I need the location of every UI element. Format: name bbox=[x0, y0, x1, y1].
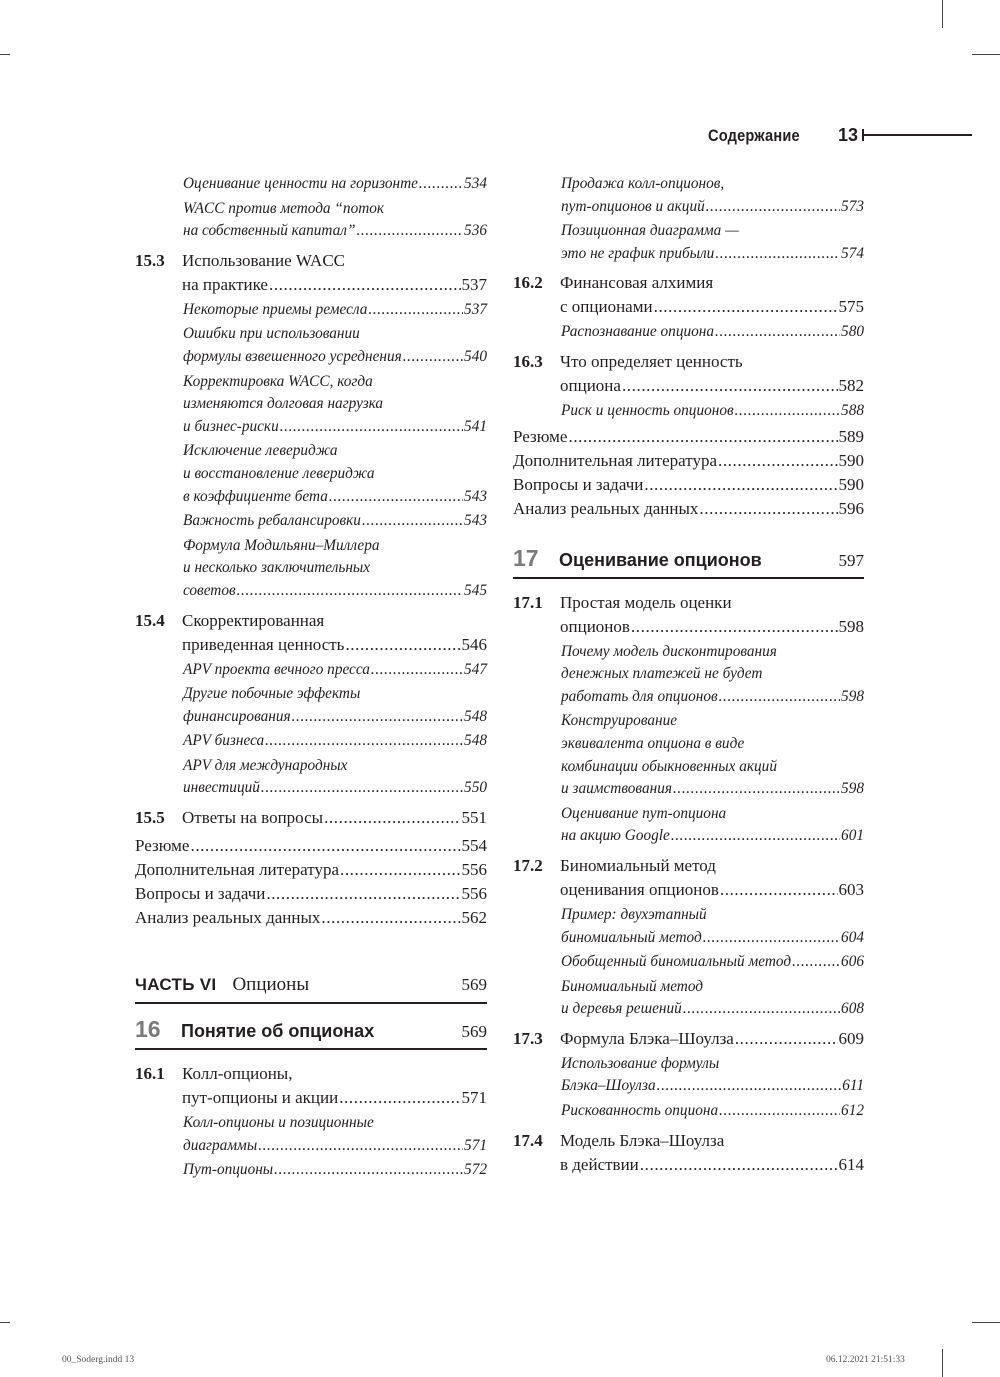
toc-entry[interactable] bbox=[183, 1159, 487, 1182]
toc-entry-text: Блэка–Шоулза bbox=[561, 1077, 656, 1095]
toc-page-number: 546 bbox=[461, 634, 487, 654]
toc-entry[interactable] bbox=[183, 323, 487, 368]
toc-entry-text: на акцию Google bbox=[561, 827, 670, 845]
header-rule bbox=[862, 134, 972, 136]
toc-entry-text: Распознавание опциона bbox=[561, 323, 715, 341]
toc-entry-text: Вопросы и задачи bbox=[513, 474, 644, 494]
toc-entry-text: Почему модель дисконтирования bbox=[561, 642, 777, 660]
toc-section[interactable] bbox=[513, 1027, 864, 1051]
toc-page-number: 608 bbox=[841, 1000, 864, 1018]
toc-entry-text: APV проекта вечного пресса bbox=[183, 660, 370, 678]
dot-leader bbox=[719, 686, 840, 709]
toc-entry-text: Что определяет ценность bbox=[560, 351, 743, 371]
toc-entry-text bbox=[183, 173, 487, 196]
toc-entry-text: Формула Модильяни–Миллера bbox=[183, 536, 380, 554]
toc-page-number: 590 bbox=[838, 450, 864, 470]
dot-leader bbox=[715, 243, 840, 266]
dot-leader bbox=[280, 416, 463, 439]
toc-entry-text: пут-опционы и акции bbox=[182, 1088, 339, 1108]
toc-entry-text bbox=[561, 243, 864, 266]
toc-entry-text: эквивалента опциона в виде bbox=[561, 734, 745, 752]
toc-page-number: 556 bbox=[461, 860, 487, 880]
toc-part-heading[interactable]: ЧАСТЬ VI Опционы 569 bbox=[135, 974, 487, 1004]
toc-entry-text: Биномиальный метод bbox=[561, 977, 704, 995]
toc-entry-text: Дополнительная литература bbox=[513, 450, 717, 470]
toc-section-number: 17.2 bbox=[513, 855, 543, 875]
toc-entry-text: инвестиций bbox=[183, 779, 260, 797]
toc-entry-text: Анализ реальных данных bbox=[513, 498, 699, 518]
toc-entry-text: с опционами bbox=[560, 297, 653, 317]
toc-section-number: 17.1 bbox=[513, 592, 543, 612]
dot-leader bbox=[274, 1159, 463, 1182]
toc-page-number: 598 bbox=[841, 780, 864, 798]
dot-leader bbox=[706, 196, 840, 219]
dot-leader bbox=[321, 906, 460, 930]
toc-entry-text bbox=[561, 1075, 864, 1098]
dot-leader bbox=[735, 400, 840, 423]
toc-page-number: 580 bbox=[841, 323, 864, 341]
toc-entry-text: опционов bbox=[560, 616, 630, 636]
toc-entry[interactable] bbox=[135, 906, 487, 930]
toc-entry-text: Оценивание ценности на горизонте bbox=[183, 175, 418, 192]
toc-entry-text bbox=[561, 927, 864, 950]
toc-page-number: 590 bbox=[838, 474, 864, 494]
toc-entry-text: Резюме bbox=[135, 836, 190, 856]
toc-page-number: 534 bbox=[464, 175, 487, 192]
dot-leader bbox=[622, 374, 838, 398]
toc-entry[interactable] bbox=[183, 683, 487, 728]
toc-entry[interactable] bbox=[183, 1112, 487, 1157]
toc-entry[interactable] bbox=[561, 951, 864, 974]
toc-page-number: 572 bbox=[464, 1161, 487, 1179]
toc-entry[interactable] bbox=[183, 755, 487, 800]
toc-entry-text: Важность ребалансировки bbox=[183, 512, 361, 530]
toc-column-right bbox=[513, 171, 864, 1177]
crop-mark bbox=[972, 1322, 1000, 1323]
toc-entry-text bbox=[183, 730, 487, 753]
dot-leader bbox=[683, 998, 840, 1021]
dot-leader bbox=[735, 1027, 838, 1051]
toc-page-number: 562 bbox=[461, 908, 487, 928]
toc-entry-text: и заимствования bbox=[561, 780, 672, 798]
toc-page-number: 598 bbox=[841, 687, 864, 705]
toc-section[interactable] bbox=[135, 609, 487, 657]
toc-entry-text: советов bbox=[183, 581, 236, 599]
dot-leader bbox=[265, 730, 463, 753]
toc-entry-text: Конструирование bbox=[561, 712, 678, 730]
toc-entry-text: финансирования bbox=[183, 707, 291, 725]
toc-page-number: 574 bbox=[841, 244, 864, 262]
toc-page-number: 609 bbox=[838, 1028, 864, 1048]
toc-entry[interactable] bbox=[183, 299, 487, 322]
toc-entry-text bbox=[183, 706, 487, 729]
toc-page-number: 554 bbox=[461, 836, 487, 856]
toc-page-number: 556 bbox=[461, 884, 487, 904]
toc-entry-text bbox=[561, 321, 864, 344]
toc-page-number: 612 bbox=[841, 1102, 864, 1120]
toc-entry-text: оценивания опционов bbox=[560, 879, 719, 899]
dot-leader bbox=[720, 878, 838, 902]
toc-section-number: 15.4 bbox=[135, 610, 165, 630]
toc-page-number: 543 bbox=[464, 487, 487, 505]
toc-entry-text: Ошибки при использовании bbox=[183, 325, 360, 343]
toc-entry-text: Продажа колл-опционов, bbox=[561, 175, 725, 192]
toc-page-number: 550 bbox=[464, 779, 487, 797]
toc-entry-text: Рискованность опциона bbox=[561, 1102, 719, 1120]
dot-leader bbox=[703, 927, 840, 950]
dot-leader bbox=[190, 834, 460, 858]
toc-chapter-heading[interactable]: 17 Оценивание опционов 597 bbox=[513, 545, 864, 579]
toc-entry-text: Ответы на вопросы bbox=[182, 808, 324, 828]
toc-entry-text: и бизнес-риски bbox=[183, 417, 279, 435]
toc-page-number: 541 bbox=[464, 417, 487, 435]
toc-entry-text bbox=[561, 1100, 864, 1123]
toc-entry-text: Вопросы и задачи bbox=[135, 884, 266, 904]
toc-entry-text: Исключение левериджа bbox=[183, 442, 338, 460]
toc-entry-text: Финансовая алхимия bbox=[560, 273, 714, 293]
toc-section-number: 15.3 bbox=[135, 250, 165, 270]
toc-page-number: 598 bbox=[838, 616, 864, 636]
toc-page-number: 604 bbox=[841, 928, 864, 946]
toc-entry[interactable] bbox=[183, 198, 487, 243]
toc-column-left bbox=[135, 171, 487, 1184]
toc-entry-text: Формула Блэка–Шоулза bbox=[560, 1028, 734, 1048]
toc-entry-text: Риск и ценность опционов bbox=[561, 401, 734, 419]
toc-entry[interactable] bbox=[513, 425, 864, 449]
dot-leader bbox=[362, 510, 463, 533]
dot-leader bbox=[715, 321, 840, 344]
dot-leader bbox=[699, 497, 837, 521]
toc-entry[interactable] bbox=[561, 220, 864, 265]
toc-entry-text bbox=[561, 998, 864, 1021]
toc-entry-text bbox=[561, 951, 864, 974]
dot-leader bbox=[568, 425, 837, 449]
dot-leader bbox=[419, 173, 463, 196]
crop-mark bbox=[942, 1349, 943, 1377]
toc-section-number: 15.5 bbox=[135, 808, 165, 828]
toc-section[interactable] bbox=[513, 350, 864, 398]
slug-timestamp: 06.12.2021 21:51:33 bbox=[826, 1355, 905, 1365]
toc-entry-text: Позиционная диаграмма — bbox=[561, 222, 739, 240]
toc-entry-text: Использование WACC bbox=[182, 250, 346, 270]
toc-entry-text: WACC против метода “поток bbox=[183, 199, 385, 217]
toc-entry[interactable] bbox=[183, 173, 487, 196]
dot-leader bbox=[671, 825, 840, 848]
toc-entry-text: денежных платежей не будет bbox=[561, 665, 763, 683]
toc-entry[interactable] bbox=[183, 535, 487, 603]
toc-page-number: 606 bbox=[841, 953, 864, 971]
toc-entry-text: опциона bbox=[560, 375, 621, 395]
toc-entry-text bbox=[183, 510, 487, 533]
toc-page-number: 575 bbox=[838, 297, 864, 317]
toc-entry[interactable] bbox=[135, 858, 487, 882]
toc-section-number: 16.2 bbox=[513, 273, 543, 293]
toc-page-number: 537 bbox=[461, 274, 487, 294]
toc-section-number: 17.3 bbox=[513, 1028, 543, 1048]
toc-page-number: 582 bbox=[838, 375, 864, 395]
toc-page-number: 588 bbox=[841, 401, 864, 419]
toc-entry-text: Дополнительная литература bbox=[135, 860, 339, 880]
toc-entry[interactable] bbox=[561, 803, 864, 848]
toc-entry-text: Некоторые приемы ремесла bbox=[183, 300, 368, 318]
toc-entry-text: биномиальный метод bbox=[561, 928, 702, 946]
toc-page-number: 571 bbox=[464, 1136, 487, 1154]
dot-leader bbox=[371, 659, 463, 682]
toc-entry[interactable] bbox=[561, 173, 864, 218]
dot-leader bbox=[269, 273, 461, 297]
toc-section[interactable] bbox=[513, 271, 864, 319]
toc-entry[interactable] bbox=[561, 904, 864, 949]
toc-entry-text: Скорректированная bbox=[182, 610, 325, 630]
toc-page-number: 589 bbox=[838, 426, 864, 446]
toc-entry[interactable] bbox=[561, 1100, 864, 1123]
toc-entry[interactable] bbox=[183, 371, 487, 439]
toc-entry-text: Простая модель оценки bbox=[560, 592, 732, 612]
toc-entry[interactable] bbox=[183, 440, 487, 508]
toc-entry[interactable] bbox=[513, 473, 864, 497]
toc-entry-text: в действии bbox=[560, 1154, 639, 1174]
toc-entry-text: в коэффициенте бета bbox=[183, 487, 328, 505]
toc-entry[interactable] bbox=[561, 641, 864, 709]
toc-entry-text bbox=[183, 1159, 487, 1182]
crop-mark bbox=[972, 54, 1000, 55]
toc-entry[interactable] bbox=[561, 976, 864, 1021]
toc-entry-text bbox=[561, 686, 864, 709]
toc-entry[interactable] bbox=[561, 400, 864, 423]
toc-entry-text: формулы взвешенного усреднения bbox=[183, 347, 402, 365]
dot-leader bbox=[356, 220, 463, 243]
toc-section[interactable] bbox=[135, 1062, 487, 1110]
toc-entry-text: APV для международных bbox=[183, 756, 348, 774]
toc-page-number: 611 bbox=[842, 1077, 864, 1095]
toc-entry-text: на собственный капитал” bbox=[183, 222, 356, 240]
dot-leader bbox=[340, 858, 461, 882]
dot-leader bbox=[345, 633, 460, 657]
toc-page-number: 573 bbox=[841, 197, 864, 215]
toc-entry[interactable] bbox=[561, 321, 864, 344]
toc-section[interactable] bbox=[135, 806, 487, 830]
toc-entry-text: это не график прибыли bbox=[561, 244, 715, 262]
toc-entry-text: Оценивание пут-опциона bbox=[561, 804, 727, 822]
toc-page-number: 601 bbox=[841, 827, 864, 845]
toc-page-number: 596 bbox=[838, 498, 864, 518]
dot-leader bbox=[266, 882, 460, 906]
toc-entry-text bbox=[561, 196, 864, 219]
toc-entry[interactable] bbox=[183, 510, 487, 533]
dot-leader bbox=[657, 1075, 842, 1098]
toc-entry-text: Другие побочные эффекты bbox=[183, 685, 361, 703]
toc-entry-text: изменяются долговая нагрузка bbox=[183, 395, 384, 413]
crop-mark bbox=[0, 1322, 10, 1323]
page-number: 13 bbox=[838, 125, 859, 145]
toc-entry-text: и деревья решений bbox=[561, 1000, 682, 1018]
toc-entry[interactable] bbox=[135, 882, 487, 906]
dot-leader bbox=[261, 777, 463, 800]
toc-entry-text: Использование формулы bbox=[561, 1054, 720, 1072]
toc-entry-text: Корректировка WACC, когда bbox=[183, 372, 373, 390]
toc-entry-text: и восстановление левериджа bbox=[183, 464, 375, 482]
toc-entry-text: диаграммы bbox=[183, 1136, 258, 1154]
slug-filename: 00_Soderg.indd 13 bbox=[62, 1355, 135, 1365]
toc-entry-text bbox=[183, 486, 487, 509]
toc-entry-text: Колл-опционы, bbox=[182, 1064, 293, 1084]
dot-leader bbox=[644, 473, 837, 497]
dot-leader bbox=[654, 295, 838, 319]
dot-leader bbox=[719, 1100, 840, 1123]
toc-entry[interactable] bbox=[561, 1053, 864, 1098]
toc-entry-text bbox=[183, 416, 487, 439]
toc-page-number: 543 bbox=[464, 512, 487, 530]
toc-page-number: 548 bbox=[464, 707, 487, 725]
toc-page-number: 536 bbox=[464, 222, 487, 240]
toc-page-number: 614 bbox=[838, 1154, 864, 1174]
dot-leader bbox=[640, 1153, 838, 1177]
toc-entry-text: приведенная ценность bbox=[182, 634, 345, 654]
toc-entry-text bbox=[183, 777, 487, 800]
toc-entry-text bbox=[183, 299, 487, 322]
toc-entry-text bbox=[183, 220, 487, 243]
dot-leader bbox=[792, 951, 840, 974]
toc-section[interactable] bbox=[135, 249, 487, 297]
dot-leader bbox=[329, 486, 463, 509]
toc-entry-text: Модель Блэка–Шоулза bbox=[560, 1130, 725, 1150]
dot-leader bbox=[339, 1086, 460, 1110]
toc-page-number: 603 bbox=[838, 879, 864, 899]
toc-entry-text: Биномиальный метод bbox=[560, 855, 716, 875]
dot-leader bbox=[368, 299, 463, 322]
toc-entry-text bbox=[561, 778, 864, 801]
toc-entry-text: Обобщенный биномиальный метод bbox=[561, 953, 792, 971]
dot-leader bbox=[673, 778, 840, 801]
toc-entry-text bbox=[183, 1135, 487, 1158]
toc-entry-text: комбинации обыкновенных акций bbox=[561, 757, 777, 775]
toc-entry-text: APV бизнеса bbox=[183, 732, 265, 750]
toc-section-number: 16.1 bbox=[135, 1064, 165, 1084]
dot-leader bbox=[237, 580, 463, 603]
toc-entry-text: Колл-опционы и позиционные bbox=[183, 1114, 374, 1132]
running-header-title: Содержание bbox=[708, 126, 800, 145]
toc-section[interactable] bbox=[513, 591, 864, 639]
toc-entry-text: работать для опционов bbox=[561, 687, 718, 705]
toc-entry[interactable] bbox=[135, 834, 487, 858]
toc-section[interactable] bbox=[513, 854, 864, 902]
toc-page-number: 545 bbox=[464, 581, 487, 599]
toc-entry-text bbox=[561, 400, 864, 423]
toc-entry-text bbox=[183, 346, 487, 369]
toc-section[interactable] bbox=[513, 1129, 864, 1177]
dot-leader bbox=[292, 706, 463, 729]
toc-entry[interactable] bbox=[513, 449, 864, 473]
toc-chapter-heading[interactable]: 16 Понятие об опционах 569 bbox=[135, 1016, 487, 1050]
crop-mark bbox=[0, 54, 10, 55]
toc-entry-text: на практике bbox=[182, 274, 268, 294]
toc-entry[interactable] bbox=[183, 730, 487, 753]
toc-entry-text: пут-опционов и акций bbox=[561, 197, 705, 215]
toc-entry-text: Пут-опционы bbox=[183, 1161, 274, 1179]
toc-entry-text bbox=[183, 580, 487, 603]
toc-page-number: 540 bbox=[464, 347, 487, 365]
toc-entry-text bbox=[183, 659, 487, 682]
dot-leader bbox=[324, 806, 460, 830]
toc-entry[interactable] bbox=[513, 497, 864, 521]
toc-entry-text: Анализ реальных данных bbox=[135, 908, 321, 928]
dot-leader bbox=[403, 346, 463, 369]
toc-page-number: 548 bbox=[464, 732, 487, 750]
toc-entry-text bbox=[561, 825, 864, 848]
toc-page-number: 551 bbox=[461, 808, 487, 828]
toc-section-number: 16.3 bbox=[513, 351, 543, 371]
toc-section-number: 17.4 bbox=[513, 1130, 543, 1150]
toc-entry-text: Пример: двухэтапный bbox=[561, 905, 707, 923]
toc-entry[interactable] bbox=[561, 710, 864, 800]
dot-leader bbox=[631, 615, 838, 639]
toc-page-number: 547 bbox=[464, 660, 487, 678]
toc-entry-text: и несколько заключительных bbox=[183, 559, 371, 577]
dot-leader bbox=[718, 449, 838, 473]
toc-entry-text: Резюме bbox=[513, 426, 568, 446]
crop-mark bbox=[942, 0, 943, 28]
toc-page-number: 537 bbox=[464, 300, 487, 318]
toc-entry[interactable] bbox=[183, 659, 487, 682]
toc-page-number: 571 bbox=[461, 1088, 487, 1108]
dot-leader bbox=[258, 1135, 463, 1158]
